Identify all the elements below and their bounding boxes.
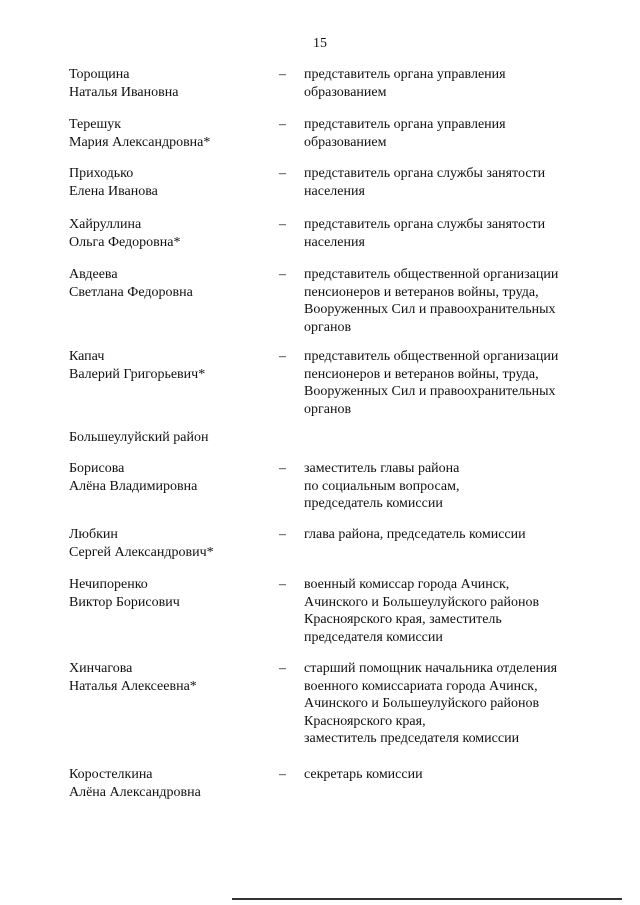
footer-rule [232,898,622,900]
dash-separator: – [279,217,286,232]
member-name: Борисова Алёна Владимировна [69,461,198,494]
dash-separator: – [279,117,286,132]
member-name: Терешук Мария Александровна* [69,117,211,150]
member-name: Коростелкина Алёна Александровна [69,767,201,800]
dash-separator: – [279,767,286,782]
dash-separator: – [279,267,286,282]
member-name: Приходько Елена Иванова [69,166,158,199]
dash-separator: – [279,577,286,592]
member-role: представитель органа управления образованием [304,117,506,150]
member-name: Хайруллина Ольга Федоровна* [69,217,181,250]
district-heading: Большеулуйский район [69,430,209,445]
member-role: секретарь комиссии [304,767,423,782]
member-name: Нечипоренко Виктор Борисович [69,577,180,610]
member-role: представитель общественной организации пенсионеров и ветеранов войны, труда, Вооруженных Сил и правоохранительных органов [304,349,559,417]
dash-separator: – [279,349,286,364]
member-name: Любкин Сергей Александрович* [69,527,214,560]
member-role: старший помощник начальника отделения военного комиссариата города Ачинск, Ачинского и Большеулуйского районов Красноярского края, заместитель председателя комиссии [304,661,558,746]
member-name: Авдеева Светлана Федоровна [69,267,193,300]
dash-separator: – [279,67,286,82]
dash-separator: – [279,166,286,181]
dash-separator: – [279,527,286,542]
member-role: военный комиссар города Ачинск, Ачинского и Большеулуйского районов Красноярского края, заместитель председателя комиссии [304,577,540,645]
member-role: заместитель главы района по социальным вопросам, председатель комиссии [304,461,460,511]
dash-separator: – [279,461,286,476]
member-role: представитель органа управления образованием [304,67,506,100]
member-role: представитель органа службы занятости населения [304,217,546,250]
member-name: Хинчагова Наталья Алексеевна* [69,661,197,694]
page-number: 15 [313,36,327,51]
dash-separator: – [279,661,286,676]
member-role: представитель общественной организации пенсионеров и ветеранов войны, труда, Вооруженных Сил и правоохранительных органов [304,267,559,335]
member-name: Торощина Наталья Ивановна [69,67,179,100]
member-name: Капач Валерий Григорьевич* [69,349,206,382]
member-role: представитель органа службы занятости населения [304,166,546,199]
member-role: глава района, председатель комиссии [304,527,526,542]
